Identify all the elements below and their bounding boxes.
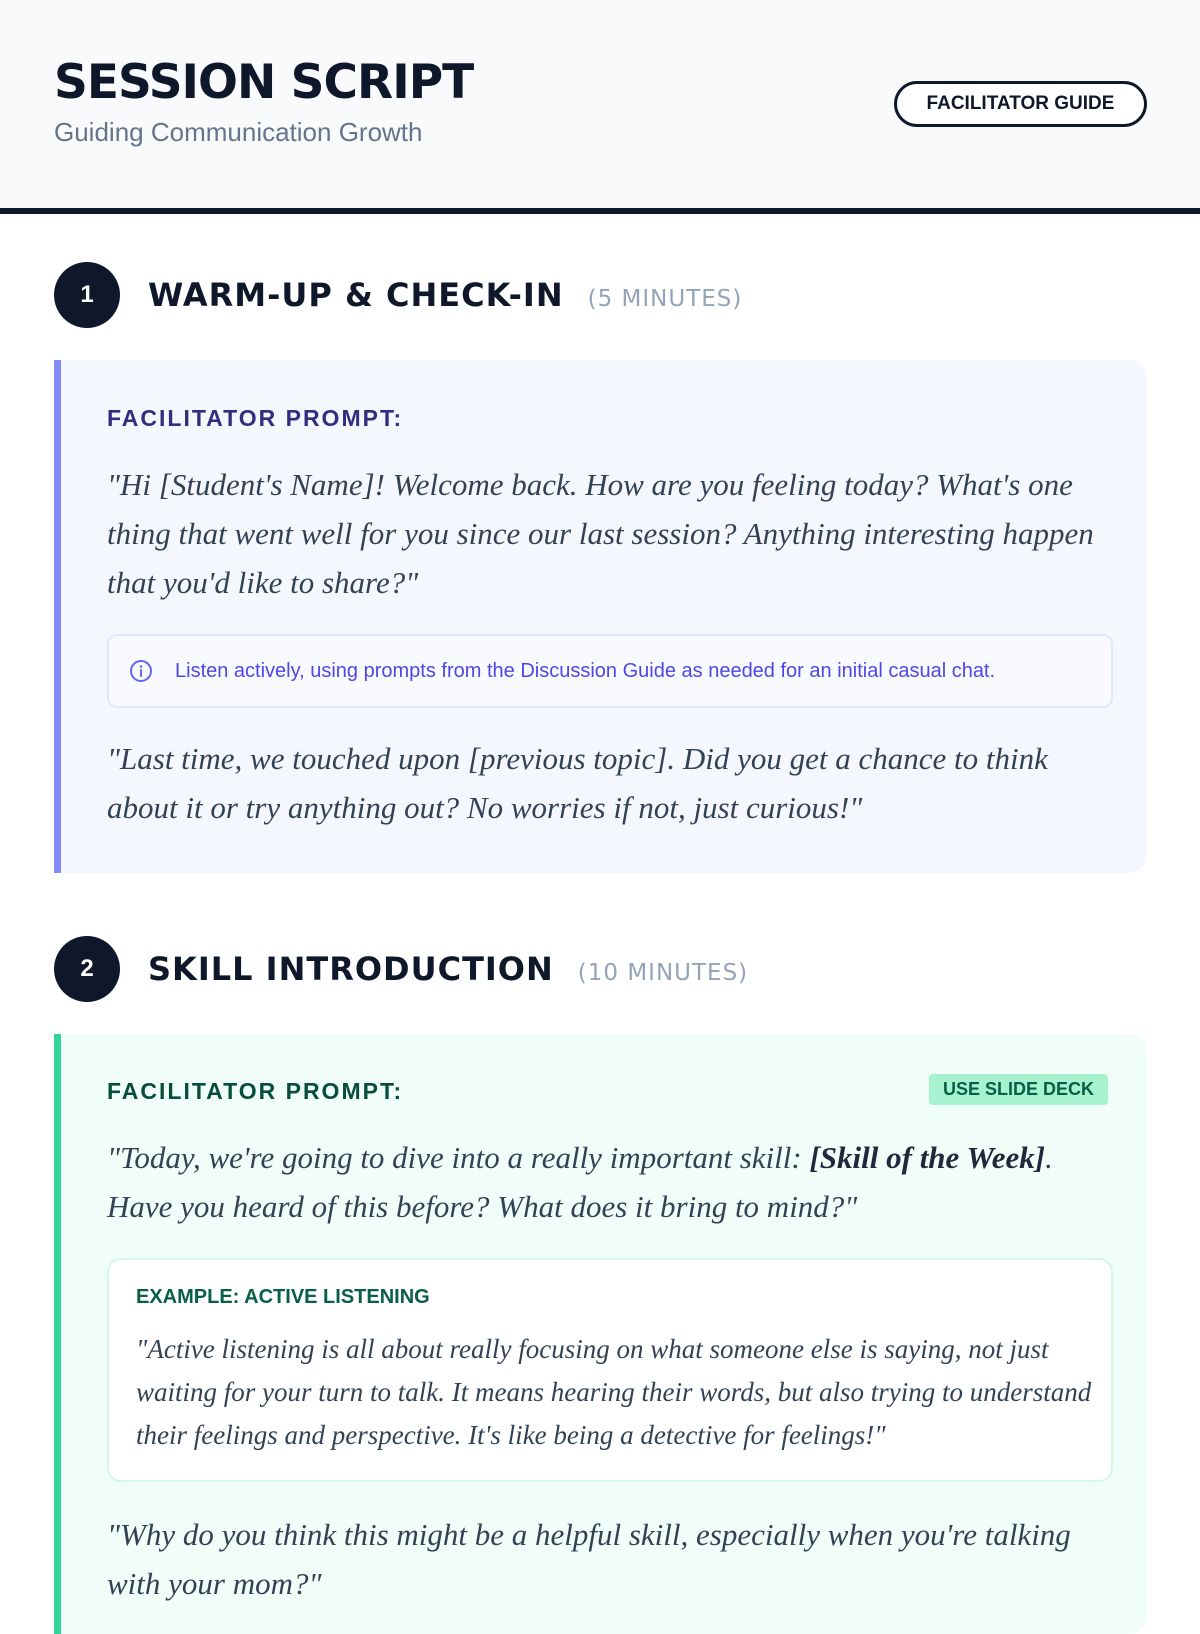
facilitator-guide-badge: FACILITATOR GUIDE — [894, 81, 1147, 127]
follow-up-quote: "Why do you think this might be a helpful skill, especially when you're talking with your mom?" — [107, 1517, 1071, 1601]
quote-text: "Today, we're going to dive into a really important skill: — [107, 1140, 810, 1175]
prompt-label: FACILITATOR PROMPT: — [107, 405, 404, 431]
section-duration: (5 MINUTES) — [587, 286, 743, 312]
slide-deck-badge: USE SLIDE DECK — [929, 1074, 1108, 1105]
section-2-card — [54, 1034, 1147, 1634]
example-box — [107, 1258, 1113, 1482]
prompt-quote: "Hi [Student's Name]! Welcome back. How are you feeling today? What's one thing that went well for you since our last session? Anything interesting happen that you'd like to share?" — [107, 467, 1094, 600]
page-header — [0, 0, 1200, 214]
note-text: Listen actively, using prompts from the Discussion Guide as needed for an initial casual chat. — [175, 659, 996, 682]
skill-of-week: [Skill of the Week] — [809, 1140, 1046, 1175]
quote-text: . Have you heard of this before? What does it bring to mind?" — [107, 1140, 1053, 1224]
section-title: WARM-UP & CHECK-IN — [148, 276, 564, 314]
prompt-label: FACILITATOR PROMPT: — [107, 1078, 404, 1104]
prompt-quote — [107, 1133, 1107, 1231]
follow-up-quote: "Last time, we touched upon [previous topic]. Did you get a chance to think about it or try anything out? No worries if not, just curious!" — [107, 741, 1048, 825]
page-subtitle: Guiding Communication Growth — [54, 117, 423, 147]
section-number: 2 — [54, 936, 120, 1002]
example-title: EXAMPLE: ACTIVE LISTENING — [136, 1286, 430, 1308]
section-1-card — [54, 360, 1147, 873]
page-title: SESSION SCRIPT — [54, 55, 474, 110]
section-duration: (10 MINUTES) — [577, 960, 749, 986]
section-title: SKILL INTRODUCTION — [148, 950, 554, 988]
section-number: 1 — [54, 262, 120, 328]
example-quote: "Active listening is all about really focusing on what someone else is saying, not just waiting for your turn to talk. It means hearing their words, but also trying to understand their feelings and perspective. It's like being a detective for feelings!" — [136, 1334, 1092, 1450]
facilitator-note — [107, 634, 1113, 708]
info-icon — [129, 659, 153, 683]
section-2-header — [54, 936, 748, 1002]
section-1-header — [54, 262, 742, 328]
